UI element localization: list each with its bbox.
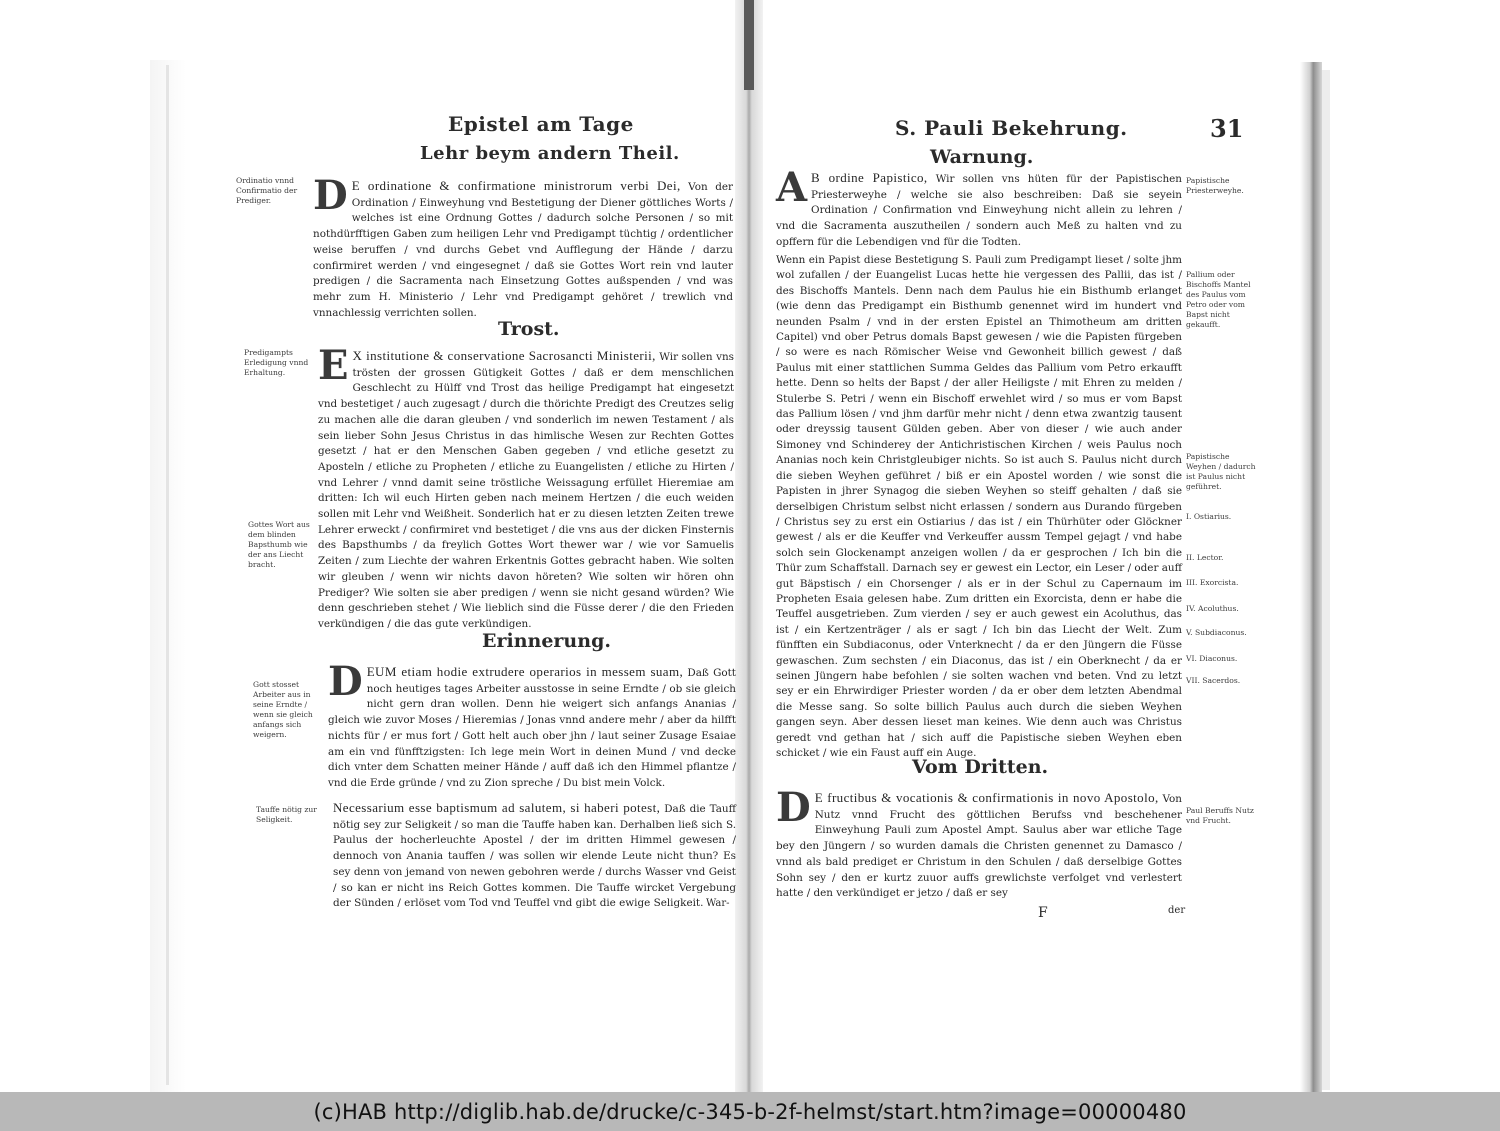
paragraph-text: Wir sollen vns trösten der grossen Gütigkeit Gottes / daß er dem menschlichen Geschlecht zu Hülff vnd Trost das heilige Predigampt hat eingesetzt vnd bestetiget / auch zugesagt / durch die thörichte Predigt des Creutzes selig zu machen alle die daran gleuben / vnd sonderlich im newen Testament / als sein lieber Sohn Jesus Christus in das himlische Wesen zur Rechten Gottes gesetzt / hat er den Menschen Gaben gegeben / vnd etliche gesetzt zu Aposteln / etliche zu Propheten / etliche zu Euangelisten / etliche zu Hirten / vnd Lehrer / vnnd damit seine tröstliche Weissagung erfüllet Hieremiae am dritten: Ich wil euch Hirten geben nach meinem Hertzen / die euch weiden sollen mit Lehr vnd Weißheit. Sonderlich hat er zu diesen letzten Zeiten trewe Lehrer erweckt / confirmiret vnd bestetiget / die vns aus der dicken Finsternis des Bapsthumbs / da freylich Gottes Wort thewer war / wie vor Samuelis Zeiten / zum Liechte der wahren Erkentnis Gottes gebracht haben. Wie solten wir gleuben / wenn wir nichts davon höreten? Wie solten wir hören ohn Prediger? Wie solten sie aber predigen / wenn sie nicht gesand würden? Wie denn geschrieben stehet / Wie lieblich sind die Füsse derer / die den Frieden verkündigen / die das gute verkündigen. (318, 351, 734, 630)
latin-lead: Necessarium esse baptismum ad salutem, si haberi potest, (333, 800, 661, 815)
catchword: War- (706, 898, 730, 909)
signature-mark: F (1038, 905, 1048, 921)
margin-note: Tauffe nötig zur Seligkeit. (256, 805, 317, 824)
orders-item: VII. Sacerdos. (1186, 676, 1241, 685)
section-heading-erinnerung: Erinnerung. (482, 630, 611, 652)
drop-cap: A (776, 164, 808, 211)
left-running-header: Epistel am Tage (448, 112, 634, 136)
paragraph-ordination (313, 172, 733, 320)
catchword: der (1168, 905, 1186, 916)
drop-cap: D (776, 784, 811, 831)
paragraph-text: Daß Gott noch heutiges tages Arbeiter ausstosse in seine Erndte / ob sie gleich nicht gern dran wollen. Denn hie weigert sich anfangs Ananias / gleich wie zuvor Moses / Hieremias / Jonas vnnd andere mehr / aber da hilfft nichts für / er mus fort / Gott helt auch ober jhn / laut seiner Zusage Esaiae am ein vnd fünfftzigsten: Ich lege mein Wort in deinen Mund / vnd decke dich vnter dem Schatten meiner Hände / auff daß ich den Himmel pflantze / vnd die Erde gründe / vnd zu Zion spreche / Du bist mein Volck. (328, 667, 736, 789)
margin-note: Gott stosset Arbeiter aus in seine Erndte / wenn sie gleich anfangs sich weigern. (253, 680, 313, 739)
paragraph-text: Von Nutz vnnd Frucht des göttlichen Berufss vnd beschehener Einweyhung Pauli zum Apostel Ampt. Saulus aber war etliche Tage bey den Jüngern / so wurden damals die Christen genennet zu Damasco / vnnd als bald prediget er Christum in den Schulen / daß derselbige Gottes Sohn sey / den er kurtz zuuor auffs grewlichste verfolget vnd verlestert hatte / den verkündiget er jetzo / daß er sey (776, 793, 1182, 900)
paragraph-pallium (776, 253, 1182, 759)
orders-item: IV. Acoluthus. (1186, 604, 1239, 613)
orders-item: II. Lector. (1186, 553, 1224, 562)
margin-note: Predigampts Erledigung vnnd Erhaltung. (244, 348, 309, 377)
orders-item: VI. Diaconus. (1186, 654, 1238, 663)
left-subheader: Lehr beym andern Theil. (420, 143, 680, 164)
section-heading-trost: Trost. (498, 318, 560, 340)
paragraph-trost (318, 342, 734, 630)
orders-item: I. Ostiarius. (1186, 512, 1232, 521)
page-number: 31 (1210, 114, 1244, 143)
paragraph-tauffe (333, 800, 736, 910)
drop-cap: E (318, 342, 349, 389)
copyright-text: (c)HAB http://diglib.hab.de/drucke/c-345-b-2f-helmst/start.htm?image=00000480 (313, 1099, 1187, 1124)
section-heading-vom-dritten: Vom Dritten. (912, 756, 1049, 778)
orders-item: III. Exorcista. (1186, 578, 1239, 587)
paragraph-warnung (776, 164, 1182, 250)
latin-lead: E fructibus & vocationis & confirmationis in novo Apostolo, (814, 790, 1159, 805)
right-running-header: S. Pauli Bekehrung. (895, 116, 1128, 140)
margin-note: Papistische Priesterweyhe. (1186, 176, 1244, 195)
paragraph-erinnerung (328, 658, 736, 794)
section-heading-warnung: Warnung. (930, 146, 1034, 168)
copyright-bar (0, 1092, 1500, 1131)
margin-note: Gottes Wort aus dem blinden Bapsthumb wie der ans Liecht bracht. (248, 520, 310, 569)
right-page-edge (1300, 62, 1322, 1092)
margin-note: Pallium oder Bischoffs Mantel des Paulus vom Petro oder vom Bapst nicht gekaufft. (1186, 270, 1251, 329)
paragraph-text: Von der Ordination / Einweyhung vnd Bestetigung der Diener göttliches Worts / welches ist eine Ordnung Gottes / dadurch solche Personen / so mit nothdürfftigen Gaben zum heiligen Lehr vnd Predigampt tüchtig / ordentlicher weise beruffen / vnd durchs Gebet vnd Aufflegung der Hände / darzu confirmiret werden / vnd eingesegnet / daß sie Gottes Wort rein vnd lauter predigen / die Sacramenta nach Einsetzung Gottes außspenden / vnd was mehr zum H. Ministerio / Lehr vnd Predigampt gehöret / trewlich vnd vnnachlessig verrichten sollen. (313, 181, 733, 319)
paragraph-text: Wir sollen vns hüten für der Papistischen Priesterweyhe / welche sie also beschreiben: Daß sie seyein Ordination / Confirmation vnd Einweyhung nicht allein zu lehren / vnd die Sacramenta auszutheilen / sondern auch Meß zu halten vnd zu opffern für die Lebendigen vnd für die Todten. (776, 173, 1182, 248)
latin-lead: E ordinatione & confirmatione ministrorum verbi Dei, (351, 178, 681, 193)
latin-lead: B ordine Papistico, (811, 170, 928, 185)
left-page-edge (166, 65, 169, 1085)
margin-note: Papistische Weyhen / dadurch ist Paulus nicht geführet. (1186, 452, 1256, 491)
latin-lead: EUM etiam hodie extrudere operarios in messem suam, (366, 664, 684, 679)
right-page-edge-outer (1322, 70, 1330, 1090)
drop-cap: D (328, 658, 363, 705)
drop-cap: D (313, 172, 348, 219)
book-gutter (735, 0, 763, 1092)
paragraph-vom-dritten (776, 784, 1182, 906)
paragraph-text: Daß die Tauff nötig sey zur Seligkeit / so man die Tauffe haben kan. Derhalben ließ sich S. Paulus der hocherleuchte Apostel / der im dritten Himmel gewesen / dennoch von Anania tauffen / was sollen wir elende Leute nicht thun? Es sey denn von jemand von newen gebohren werde / durchs Wasser vnd Geist / so kan er nicht ins Reich Gottes kommen. Die Tauffe wircket Vergebung der Sünden / erlöset vom Tod vnd Teuffel vnd gibt die ewige Seligkeit. (333, 803, 736, 910)
orders-item: V. Subdiaconus. (1186, 628, 1247, 637)
margin-note: Paul Beruffs Nutz vnd Frucht. (1186, 806, 1254, 825)
margin-note: Ordinatio vnnd Confirmatio der Prediger. (236, 176, 298, 205)
gutter-binding (744, 0, 754, 90)
paragraph-text: Wenn ein Papist diese Bestetigung S. Pauli zum Predigampt lieset / solte jhm wol zufallen / der Euangelist Lucas hette hie vergessen des Pallii, das ist / des Bischoffs Mantels. Denn nach dem Paulus hie ein Bisthumb erlanget (wie denn das Predigampt ein Bisthumb genennet wird im hundert vnd neunden Psalm / vnd in der ersten Epistel an Thimotheum am dritten Capitel) vnd ober Petrus domals Bapst gewesen / wie die Papisten fürgeben / so were es nach Römischer Weise vnd Gewonheit billich gewest / daß Paulus mit einer stattlichen Summa Geldes das Pallium vom Petro erkaufft hette. Denn so helts der Bapst / der aller Heiligste / mit Ehren zu melden / Stulerbe S. Petri / wenn ein Bischoff erwehlet wird / so mus er vom Bapst das Pallium lösen / vnd jhm darfür mehr nicht / denn etwa zwantzig tausent oder dreyssig tausent Gülden geben. Aber von dieser / wie auch ander Simoney vnd Schinderey der Antichristischen Kirchen / weis Paulus noch Ananias noch kein Christgleubiger nichts. So ist auch S. Paulus nicht durch die sieben Weyhen geführet / biß er ein Apostel worden / wie sonst die Papisten in jhrer Synagog die sieben Weyhen so steiff gehalten / daß sie derselbigen Christum selbst nicht erlassen / sondern aus Durando fürgeben / Christus sey zu erst ein Ostiarius / das ist / ein Thürhüter oder Glöckner gewest / als er die Keuffer vnd Verkeuffer aussm Tempel gejagt / vnd habe solch sein Glockenampt anzeigen wollen / da er gesprochen / Ich bin die Thür zum Schaffstall. Darnach sey er gewest ein Lector, ein Leser / oder auff gut Bäpstisch / ein Chorsenger / als er in der Schul zu Capernaum im Propheten Esaia gelesen habe. Zum dritten ein Exorcista, denn er habe die Teuffel ausgetrieben. Zum vierden / sey er auch gewest ein Acoluthus, das ist / ein Kertzenträger / als er sagt / Ich bin das Liecht der Welt. Zum fünfften ein Subdiaconus, oder Vnterknecht / da er den Jüngern die Füsse gewaschen. Zum sechsten / ein Diaconus, das ist / ein Oberknecht / da er seinen Jüngern habe befohlen / sie solten wachen vnd beten. Vnd zu letzt sey er ein Ehrwirdiger Priester worden / da er ober dem letzten Abendmal die Messe sang. So solte billich Paulus auch durch die sieben Weyhen gangen seyn. Aber dessen lieset man keines. Wie denn auch was Christus geredt vnd gethan hat / sich auff die Papistische sieben Weyhen eben schicket / wie ein Faust auff ein Auge. (776, 254, 1182, 759)
latin-lead: X institutione & conservatione Sacrosancti Ministerii, (352, 348, 656, 363)
